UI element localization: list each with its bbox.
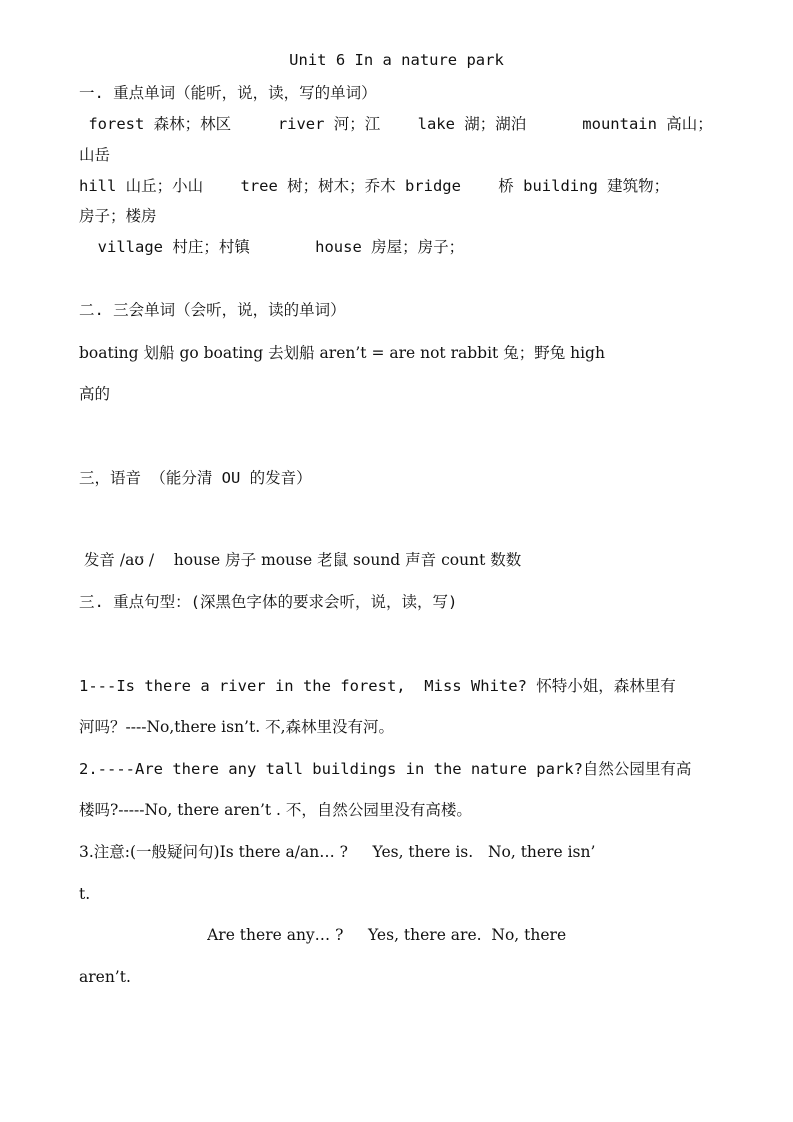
sentence-line: aren’t. xyxy=(79,968,131,986)
sentence-line: 2.----Are there any tall buildings in the nature park?自然公园里有高 xyxy=(79,760,692,778)
vocab-line: boating 划船 go boating 去划船 aren’t = are not rabbit 兔；野兔 high xyxy=(79,344,605,362)
sentence-line: t. xyxy=(79,885,91,903)
vocab-line: hill 山丘；小山 tree 树；树木；乔木 bridge 桥 building 建筑物； xyxy=(79,177,670,195)
vocab-line: village 村庄；村镇 house 房屋；房子； xyxy=(79,238,465,256)
sentence-line: 河吗？----No,there isn’t. 不,森林里没有河。 xyxy=(79,718,394,736)
section-heading-phonics: 三，语音 （能分清 OU 的发音） xyxy=(79,469,312,487)
sentence-line: Are there any… ? Yes, there are. No, there xyxy=(79,926,567,944)
section-heading-key-words: 一. 重点单词（能听，说，读，写的单词） xyxy=(79,84,377,102)
phonics-line: 发音 /aʊ / house 房子 mouse 老鼠 sound 声音 count 数数 xyxy=(79,551,522,569)
document-title: Unit 6 In a nature park xyxy=(289,51,504,69)
vocab-line: 房子；楼房 xyxy=(79,207,157,225)
sentence-line: 1---Is there a river in the forest, Miss White? 怀特小姐，森林里有 xyxy=(79,677,676,695)
vocab-line: 高的 xyxy=(79,385,111,403)
vocab-line: forest 森林；林区 river 河；江 lake 湖；湖泊 mountain 高山； xyxy=(79,115,713,133)
section-heading-recognition-words: 二. 三会单词（会听，说，读的单词） xyxy=(79,301,346,319)
section-heading-key-sentences: 三. 重点句型：(深黑色字体的要求会听，说，读，写) xyxy=(79,593,458,611)
vocab-line: 山岳 xyxy=(79,146,111,164)
sentence-line: 3.注意:(一般疑问句)Is there a/an… ? Yes, there is. No, there isn’ xyxy=(79,843,596,861)
sentence-line: 楼吗?-----No, there aren’t . 不，自然公园里没有高楼。 xyxy=(79,801,472,819)
